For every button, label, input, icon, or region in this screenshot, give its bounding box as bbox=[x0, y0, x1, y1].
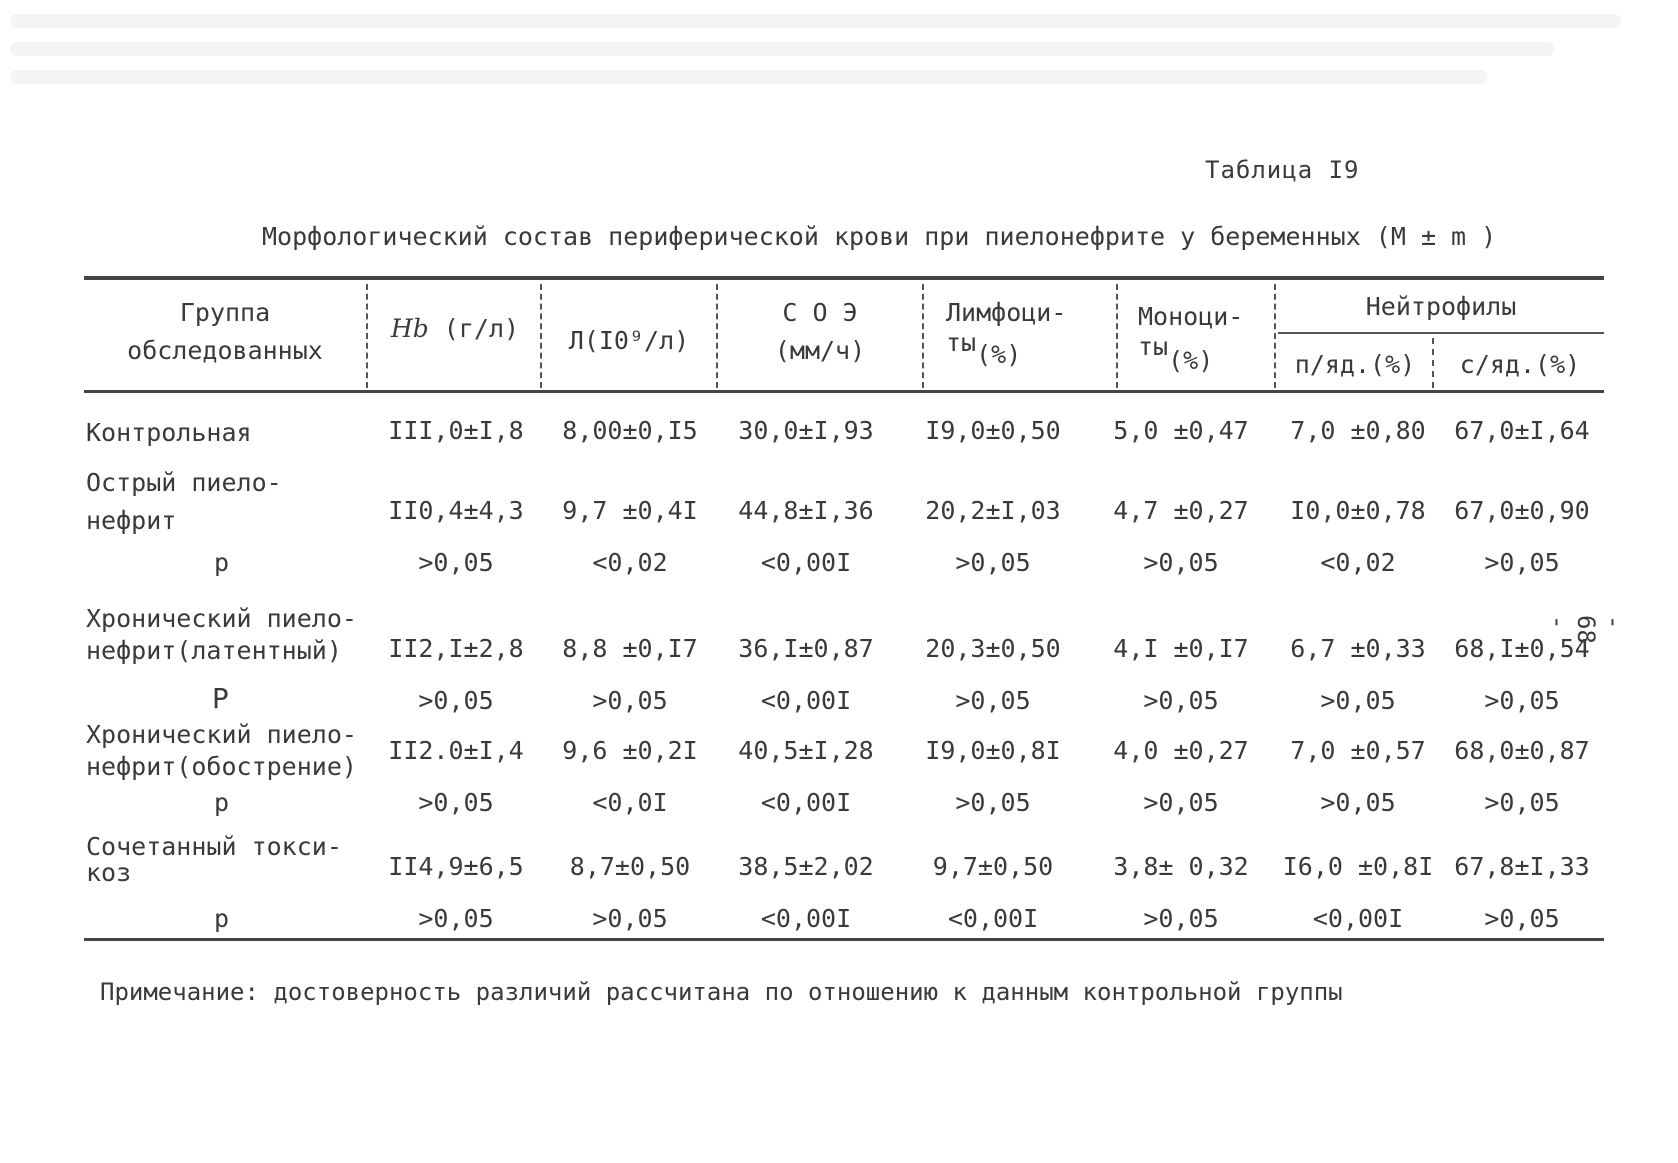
header-neutrophils-segmented: с/яд.(%) bbox=[1459, 350, 1581, 379]
cell-monocytes: 4,7 ±0,27 bbox=[1113, 496, 1249, 525]
cell-p-monocytes: >0,05 bbox=[1143, 686, 1219, 715]
cell-hb: II2.0±I,4 bbox=[388, 736, 524, 765]
cell-p-leukocytes: <0,02 bbox=[592, 548, 668, 577]
cell-lymphocytes: 20,2±I,03 bbox=[925, 496, 1061, 525]
cell-p-monocytes: >0,05 bbox=[1143, 788, 1219, 817]
column-separator bbox=[1116, 284, 1118, 388]
cell-lymphocytes: I9,0±0,8I bbox=[925, 736, 1061, 765]
header-hb bbox=[372, 314, 538, 344]
row-group-label: Острый пиело- нефрит bbox=[86, 468, 282, 535]
cell-soe: 36,I±0,87 bbox=[738, 634, 874, 663]
cell-p-lymphocytes: >0,05 bbox=[955, 788, 1031, 817]
cell-p-soe: <0,00I bbox=[760, 904, 852, 933]
cell-p-neutrophils-band: >0,05 bbox=[1320, 686, 1396, 715]
cell-neutrophils-band: I0,0±0,78 bbox=[1290, 496, 1426, 525]
row-group-label: Контрольная bbox=[86, 418, 252, 447]
cell-hb: II4,9±6,5 bbox=[388, 852, 524, 881]
cell-p-lymphocytes: >0,05 bbox=[955, 686, 1031, 715]
row-p-label: р bbox=[214, 788, 230, 817]
cell-p-soe: <0,00I bbox=[760, 548, 852, 577]
cell-neutrophils-band: I6,0 ±0,8I bbox=[1282, 852, 1434, 881]
hb-unit: (г/л) bbox=[443, 314, 520, 343]
cell-leukocytes: 9,7 ±0,4I bbox=[562, 496, 698, 525]
cell-p-neutrophils-band: <0,02 bbox=[1320, 548, 1396, 577]
cell-soe: 38,5±2,02 bbox=[738, 852, 874, 881]
column-separator bbox=[716, 284, 718, 388]
cell-hb: II2,I±2,8 bbox=[388, 634, 524, 663]
header-neutrophils: Нейтрофилы bbox=[1365, 292, 1517, 321]
cell-soe: 40,5±I,28 bbox=[738, 736, 874, 765]
cell-neutrophils-segmented: 68,I±0,54 bbox=[1454, 634, 1590, 663]
header-leukocytes: Л(I0⁹/л) bbox=[568, 326, 690, 355]
header-soe: С О Э (мм/ч) bbox=[774, 298, 866, 365]
column-separator bbox=[1432, 338, 1434, 388]
header-lymphocytes: Лимфоци- ты(%) bbox=[946, 298, 1067, 369]
page-number: - 68 - bbox=[1544, 615, 1628, 644]
cell-neutrophils-segmented: 67,8±I,33 bbox=[1454, 852, 1590, 881]
cell-neutrophils-band: 7,0 ±0,80 bbox=[1290, 416, 1426, 445]
cell-monocytes: 4,I ±0,I7 bbox=[1113, 634, 1249, 663]
cell-p-leukocytes: <0,0I bbox=[592, 788, 668, 817]
cell-p-neutrophils-band: >0,05 bbox=[1320, 788, 1396, 817]
cell-p-neutrophils-segmented: >0,05 bbox=[1484, 788, 1560, 817]
hb-symbol: Hb bbox=[390, 314, 429, 343]
cell-leukocytes: 8,8 ±0,I7 bbox=[562, 634, 698, 663]
cell-p-hb: >0,05 bbox=[418, 686, 494, 715]
bottom-rule bbox=[84, 938, 1604, 941]
cell-lymphocytes: I9,0±0,50 bbox=[925, 416, 1061, 445]
cell-neutrophils-band: 6,7 ±0,33 bbox=[1290, 634, 1426, 663]
row-p-label: р bbox=[214, 904, 230, 933]
cell-lymphocytes: 9,7±0,50 bbox=[932, 852, 1054, 881]
cell-p-lymphocytes: <0,00I bbox=[947, 904, 1039, 933]
column-separator bbox=[922, 284, 924, 388]
neutrophil-subheader-rule bbox=[1278, 332, 1604, 334]
row-group-label: Хронический пиело- нефрит(латентный) bbox=[86, 604, 357, 665]
table-label: Таблица I9 bbox=[1205, 156, 1360, 184]
row-group-label: Хронический пиело- нефрит(обострение) bbox=[86, 720, 357, 781]
cell-p-hb: >0,05 bbox=[418, 548, 494, 577]
cell-neutrophils-band: 7,0 ±0,57 bbox=[1290, 736, 1426, 765]
column-separator bbox=[540, 284, 542, 388]
cell-p-neutrophils-band: <0,00I bbox=[1312, 904, 1404, 933]
cell-p-neutrophils-segmented: >0,05 bbox=[1484, 686, 1560, 715]
cell-p-monocytes: >0,05 bbox=[1143, 548, 1219, 577]
cell-p-leukocytes: >0,05 bbox=[592, 904, 668, 933]
cell-hb: III,0±I,8 bbox=[388, 416, 524, 445]
cell-leukocytes: 8,00±0,I5 bbox=[562, 416, 698, 445]
cell-monocytes: 4,0 ±0,27 bbox=[1113, 736, 1249, 765]
cell-monocytes: 5,0 ±0,47 bbox=[1113, 416, 1249, 445]
cell-neutrophils-segmented: 67,0±I,64 bbox=[1454, 416, 1590, 445]
cell-neutrophils-segmented: 67,0±0,90 bbox=[1454, 496, 1590, 525]
cell-p-neutrophils-segmented: >0,05 bbox=[1484, 548, 1560, 577]
column-separator bbox=[366, 284, 368, 388]
header-monocytes: Моноци- ты(%) bbox=[1138, 302, 1244, 375]
cell-soe: 44,8±I,36 bbox=[738, 496, 874, 525]
top-rule bbox=[84, 276, 1604, 280]
cell-p-lymphocytes: >0,05 bbox=[955, 548, 1031, 577]
cell-p-monocytes: >0,05 bbox=[1143, 904, 1219, 933]
cell-soe: 30,0±I,93 bbox=[738, 416, 874, 445]
header-group: Группа обследованных bbox=[127, 298, 323, 365]
cell-p-hb: >0,05 bbox=[418, 904, 494, 933]
cell-monocytes: 3,8± 0,32 bbox=[1113, 852, 1249, 881]
row-group-label: Сочетанный токси- коз bbox=[86, 832, 342, 887]
cell-hb: II0,4±4,3 bbox=[388, 496, 524, 525]
cell-leukocytes: 9,6 ±0,2I bbox=[562, 736, 698, 765]
row-p-label: Р bbox=[212, 682, 229, 715]
table-note: Примечание: достоверность различий рассчитана по отношению к данным контрольной группы bbox=[100, 978, 1343, 1006]
cell-p-leukocytes: >0,05 bbox=[592, 686, 668, 715]
cell-p-soe: <0,00I bbox=[760, 686, 852, 715]
cell-leukocytes: 8,7±0,50 bbox=[569, 852, 691, 881]
row-p-label: р bbox=[214, 548, 230, 577]
table-caption: Морфологический состав периферической крови при пиелонефрите у беременных (М ± m ) bbox=[262, 222, 1497, 251]
cell-p-neutrophils-segmented: >0,05 bbox=[1484, 904, 1560, 933]
header-neutrophils-band: п/яд.(%) bbox=[1294, 350, 1416, 379]
header-bottom-rule bbox=[84, 390, 1604, 393]
column-separator bbox=[1274, 284, 1276, 388]
cell-p-hb: >0,05 bbox=[418, 788, 494, 817]
cell-lymphocytes: 20,3±0,50 bbox=[925, 634, 1061, 663]
bleed-through-text bbox=[0, 0, 1678, 140]
cell-neutrophils-segmented: 68,0±0,87 bbox=[1454, 736, 1590, 765]
cell-p-soe: <0,00I bbox=[760, 788, 852, 817]
